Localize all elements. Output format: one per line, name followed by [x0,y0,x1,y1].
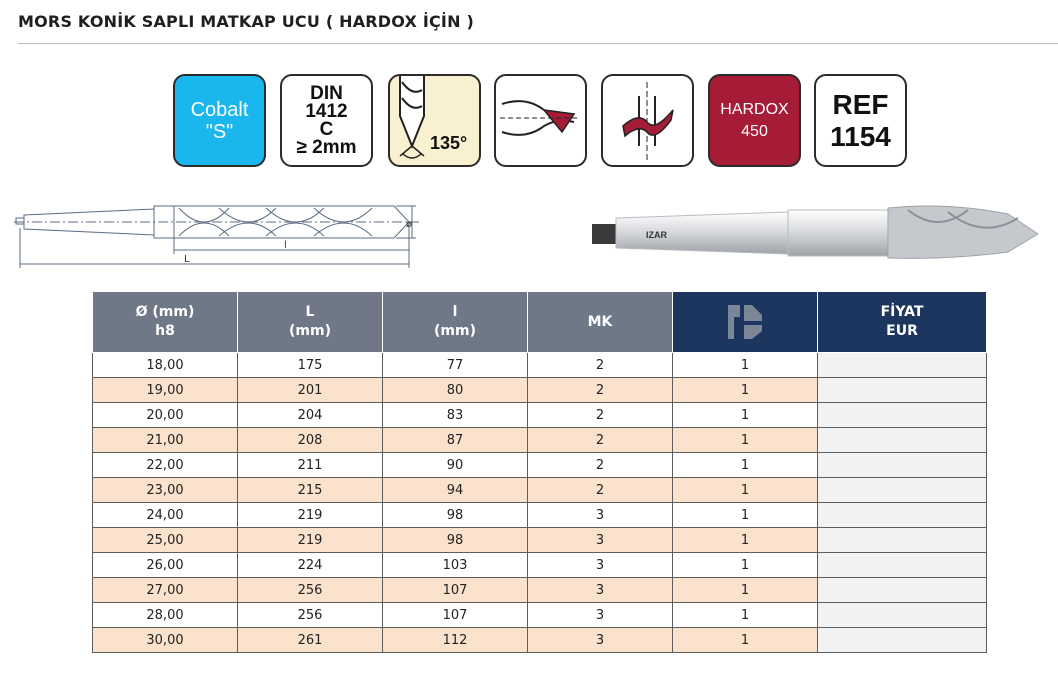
header-price-line1: FİYAT [880,304,924,320]
cell-price [818,453,987,478]
cell-morse-taper: 3 [528,528,673,553]
cell-diameter: 20,00 [93,403,238,428]
flute-type-badge [494,74,587,167]
cell-pack-quantity: 1 [673,603,818,628]
cell-pack-quantity: 1 [673,628,818,653]
cell-pack-quantity: 1 [673,403,818,428]
cell-price [818,578,987,603]
cell-total-length: 219 [238,528,383,553]
cell-price [818,378,987,403]
hardox-line2: 450 [741,122,768,140]
point-angle-badge [388,74,481,167]
cell-flute-length: 90 [383,453,528,478]
header-flute-length [383,292,528,353]
total-length-label: L [184,254,190,265]
cobalt-line2: "S" [205,120,234,143]
cell-total-length: 175 [238,353,383,378]
cell-morse-taper: 3 [528,553,673,578]
cell-price [818,428,987,453]
cell-flute-length: 107 [383,578,528,603]
cell-pack-quantity: 1 [673,453,818,478]
cell-price [818,528,987,553]
ref-line2: 1154 [830,120,891,152]
cell-morse-taper: 2 [528,428,673,453]
table-row [93,428,987,453]
table-row [93,453,987,478]
cell-total-length: 256 [238,603,383,628]
pack-quantity-icon [724,301,766,343]
cell-diameter: 28,00 [93,603,238,628]
cell-morse-taper: 2 [528,353,673,378]
cell-flute-length: 112 [383,628,528,653]
cell-price [818,503,987,528]
header-diameter [93,292,238,353]
cell-morse-taper: 3 [528,503,673,528]
cell-diameter: 30,00 [93,628,238,653]
cell-flute-length: 94 [383,478,528,503]
cell-diameter: 18,00 [93,353,238,378]
cell-price [818,553,987,578]
hardox-badge [708,74,801,167]
cell-diameter: 26,00 [93,553,238,578]
cell-morse-taper: 3 [528,578,673,603]
cell-pack-quantity: 1 [673,378,818,403]
cell-diameter: 21,00 [93,428,238,453]
header-flute-length-line2: (mm) [434,323,476,339]
cell-diameter: 23,00 [93,478,238,503]
cell-total-length: 208 [238,428,383,453]
table-row [93,578,987,603]
flute-length-label: l [284,240,287,251]
header-flute-length-line1: l [452,304,458,320]
cutting-edge-badge [601,74,694,167]
header-morse-taper [528,292,673,353]
cell-price [818,403,987,428]
cell-pack-quantity: 1 [673,353,818,378]
table-row [93,553,987,578]
cell-flute-length: 80 [383,378,528,403]
cell-pack-quantity: 1 [673,528,818,553]
header-price-line2: EUR [886,323,918,339]
cell-morse-taper: 2 [528,478,673,503]
cell-pack-quantity: 1 [673,553,818,578]
din-line1: DIN [310,82,343,104]
din-line4: ≥ 2mm [296,136,357,158]
cell-pack-quantity: 1 [673,578,818,603]
din-line2: 1412 [305,100,348,122]
table-row [93,378,987,403]
cell-flute-length: 77 [383,353,528,378]
reference-badge [814,74,907,167]
table-row [93,403,987,428]
specification-table [92,291,987,653]
cell-morse-taper: 3 [528,628,673,653]
brand-label: IZAR [646,230,667,240]
point-angle-label: 135° [430,133,468,153]
header-diameter-line2: h8 [155,323,175,339]
cell-diameter: 22,00 [93,453,238,478]
cell-flute-length: 103 [383,553,528,578]
header-morse-taper-line1: MK [587,313,613,330]
cell-pack-quantity: 1 [673,503,818,528]
table-row [93,503,987,528]
cell-flute-length: 107 [383,603,528,628]
table-row [93,528,987,553]
table-row [93,603,987,628]
cell-flute-length: 87 [383,428,528,453]
ref-line1: REF [832,88,889,120]
cell-total-length: 256 [238,578,383,603]
header-total-length-line2: (mm) [289,323,331,339]
title-divider [18,43,1058,44]
din-standard-badge [280,74,373,167]
cell-diameter: 24,00 [93,503,238,528]
cutting-edge-icon [603,76,692,165]
cell-price [818,603,987,628]
cell-diameter: 27,00 [93,578,238,603]
table-row [93,478,987,503]
cell-diameter: 25,00 [93,528,238,553]
cell-flute-length: 98 [383,503,528,528]
cell-total-length: 215 [238,478,383,503]
hardox-line1: HARDOX [720,100,789,118]
cell-morse-taper: 2 [528,378,673,403]
cell-flute-length: 98 [383,528,528,553]
table-row [93,353,987,378]
cell-morse-taper: 2 [528,453,673,478]
cell-diameter: 19,00 [93,378,238,403]
cell-pack-quantity: 1 [673,428,818,453]
cell-total-length: 219 [238,503,383,528]
spiral-flute-icon [496,76,585,165]
cell-total-length: 201 [238,378,383,403]
table-row [93,628,987,653]
diameter-label: ø [406,219,413,230]
cell-price [818,353,987,378]
cell-total-length: 204 [238,403,383,428]
cell-total-length: 261 [238,628,383,653]
header-pack-quantity [673,292,818,353]
header-total-length-line1: L [305,304,315,320]
table-header-row [93,292,987,353]
drill-photo [588,200,1052,260]
header-total-length [238,292,383,353]
cell-morse-taper: 2 [528,403,673,428]
drill-technical-drawing [14,196,424,276]
cell-morse-taper: 3 [528,603,673,628]
cell-total-length: 224 [238,553,383,578]
cobalt-badge [173,74,266,167]
cell-flute-length: 83 [383,403,528,428]
cell-pack-quantity: 1 [673,478,818,503]
cell-total-length: 211 [238,453,383,478]
header-diameter-line1: Ø (mm) [135,304,195,320]
cell-price [818,628,987,653]
page-title: MORS KONİK SAPLI MATKAP UCU ( HARDOX İÇİN ) [18,12,474,31]
cobalt-line1: Cobalt [190,98,249,121]
cell-price [818,478,987,503]
header-price [818,292,987,353]
din-line3: C [319,118,334,140]
